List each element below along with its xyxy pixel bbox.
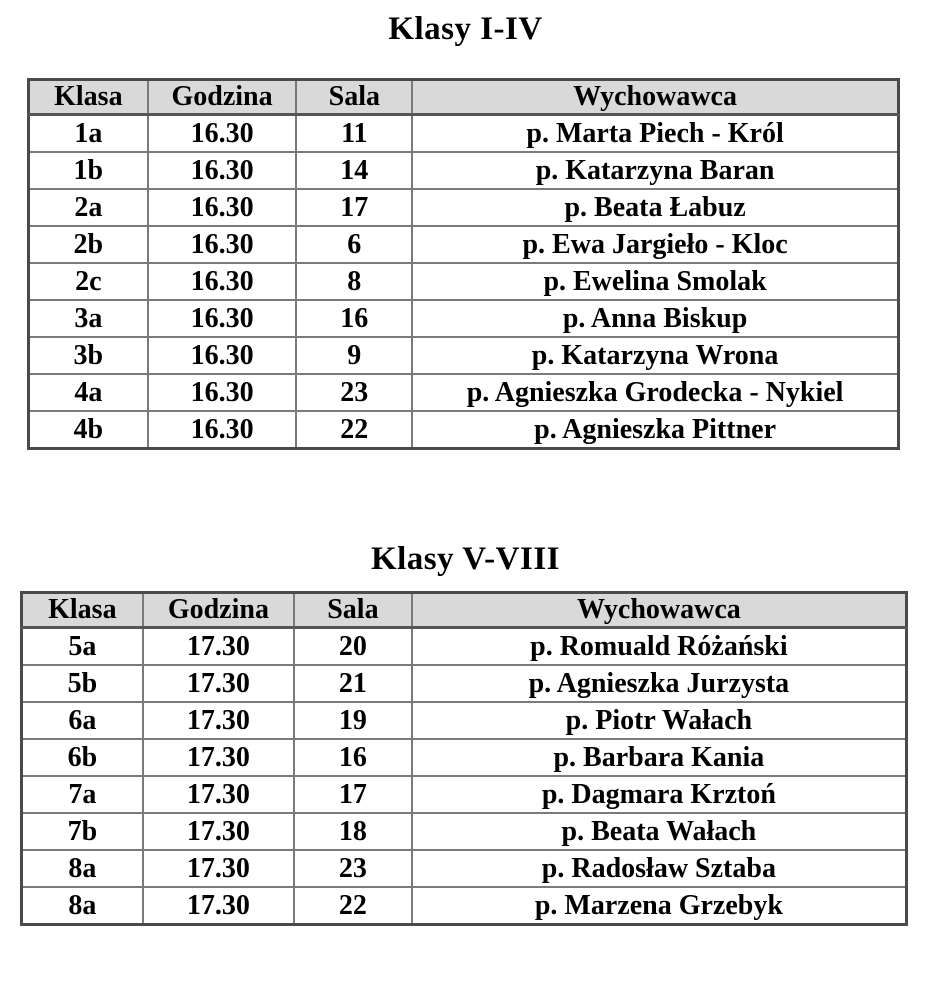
teacher-cell: p. Dagmara Krztoń xyxy=(412,776,907,813)
table-row xyxy=(29,411,899,449)
teacher-cell: p. Radosław Sztaba xyxy=(412,850,907,887)
class-cell: 6a xyxy=(22,702,143,739)
table-row xyxy=(22,665,907,702)
table-row xyxy=(22,702,907,739)
room-cell: 16 xyxy=(294,739,412,776)
teacher-cell: p. Marta Piech - Król xyxy=(412,115,898,153)
class-cell: 7b xyxy=(22,813,143,850)
class-cell: 5a xyxy=(22,628,143,666)
table-row xyxy=(29,263,899,300)
teacher-cell: p. Marzena Grzebyk xyxy=(412,887,907,925)
room-cell: 22 xyxy=(296,411,412,449)
table-row xyxy=(29,152,899,189)
class-cell: 1a xyxy=(29,115,148,153)
time-cell: 16.30 xyxy=(148,337,297,374)
table-row xyxy=(29,226,899,263)
room-cell: 20 xyxy=(294,628,412,666)
column-header-klasa: Klasa xyxy=(22,593,143,628)
teacher-cell: p. Agnieszka Grodecka - Nykiel xyxy=(412,374,898,411)
teacher-cell: p. Romuald Różański xyxy=(412,628,907,666)
table-row xyxy=(22,739,907,776)
time-cell: 16.30 xyxy=(148,115,297,153)
room-cell: 11 xyxy=(296,115,412,153)
column-header-sala: Sala xyxy=(296,80,412,115)
teacher-cell: p. Katarzyna Wrona xyxy=(412,337,898,374)
column-header-wychowawca: Wychowawca xyxy=(412,80,898,115)
time-cell: 16.30 xyxy=(148,263,297,300)
table-row xyxy=(29,337,899,374)
teacher-cell: p. Agnieszka Pittner xyxy=(412,411,898,449)
section-klasy-1-4 xyxy=(0,10,931,450)
table-row xyxy=(22,776,907,813)
class-cell: 8a xyxy=(22,887,143,925)
class-cell: 6b xyxy=(22,739,143,776)
column-header-godzina: Godzina xyxy=(148,80,297,115)
schedule-table-klasy-5-8 xyxy=(20,591,908,926)
class-cell: 1b xyxy=(29,152,148,189)
column-header-wychowawca: Wychowawca xyxy=(412,593,907,628)
room-cell: 16 xyxy=(296,300,412,337)
time-cell: 17.30 xyxy=(143,850,294,887)
class-cell: 2c xyxy=(29,263,148,300)
teacher-cell: p. Piotr Wałach xyxy=(412,702,907,739)
header-row xyxy=(29,80,899,115)
time-cell: 16.30 xyxy=(148,152,297,189)
class-cell: 8a xyxy=(22,850,143,887)
column-header-klasa: Klasa xyxy=(29,80,148,115)
time-cell: 16.30 xyxy=(148,300,297,337)
class-cell: 3a xyxy=(29,300,148,337)
time-cell: 16.30 xyxy=(148,189,297,226)
teacher-cell: p. Barbara Kania xyxy=(412,739,907,776)
table-row xyxy=(29,115,899,153)
teacher-cell: p. Ewelina Smolak xyxy=(412,263,898,300)
room-cell: 18 xyxy=(294,813,412,850)
column-header-godzina: Godzina xyxy=(143,593,294,628)
column-header-sala: Sala xyxy=(294,593,412,628)
time-cell: 17.30 xyxy=(143,813,294,850)
class-cell: 4b xyxy=(29,411,148,449)
table-row xyxy=(22,887,907,925)
room-cell: 17 xyxy=(296,189,412,226)
time-cell: 17.30 xyxy=(143,776,294,813)
header-row xyxy=(22,593,907,628)
room-cell: 23 xyxy=(294,850,412,887)
room-cell: 9 xyxy=(296,337,412,374)
class-cell: 2a xyxy=(29,189,148,226)
class-cell: 2b xyxy=(29,226,148,263)
room-cell: 19 xyxy=(294,702,412,739)
room-cell: 6 xyxy=(296,226,412,263)
table-row xyxy=(29,189,899,226)
table-row xyxy=(22,628,907,666)
room-cell: 8 xyxy=(296,263,412,300)
time-cell: 16.30 xyxy=(148,374,297,411)
room-cell: 17 xyxy=(294,776,412,813)
class-cell: 7a xyxy=(22,776,143,813)
teacher-cell: p. Anna Biskup xyxy=(412,300,898,337)
time-cell: 16.30 xyxy=(148,411,297,449)
table-row xyxy=(29,374,899,411)
time-cell: 17.30 xyxy=(143,665,294,702)
teacher-cell: p. Beata Wałach xyxy=(412,813,907,850)
time-cell: 16.30 xyxy=(148,226,297,263)
section-klasy-5-8 xyxy=(0,540,931,926)
class-cell: 3b xyxy=(29,337,148,374)
page-title-klasy-5-8: Klasy V-VIII xyxy=(370,541,561,577)
class-cell: 5b xyxy=(22,665,143,702)
room-cell: 14 xyxy=(296,152,412,189)
teacher-cell: p. Beata Łabuz xyxy=(412,189,898,226)
page-title-klasy-1-4: Klasy I-IV xyxy=(388,11,543,47)
schedule-table-klasy-1-4 xyxy=(27,78,900,450)
table-row xyxy=(22,813,907,850)
teacher-cell: p. Agnieszka Jurzysta xyxy=(412,665,907,702)
room-cell: 23 xyxy=(296,374,412,411)
table-row xyxy=(22,850,907,887)
time-cell: 17.30 xyxy=(143,887,294,925)
document-page xyxy=(0,10,931,926)
room-cell: 22 xyxy=(294,887,412,925)
time-cell: 17.30 xyxy=(143,628,294,666)
class-cell: 4a xyxy=(29,374,148,411)
teacher-cell: p. Katarzyna Baran xyxy=(412,152,898,189)
table-row xyxy=(29,300,899,337)
room-cell: 21 xyxy=(294,665,412,702)
time-cell: 17.30 xyxy=(143,702,294,739)
time-cell: 17.30 xyxy=(143,739,294,776)
teacher-cell: p. Ewa Jargieło - Kloc xyxy=(412,226,898,263)
